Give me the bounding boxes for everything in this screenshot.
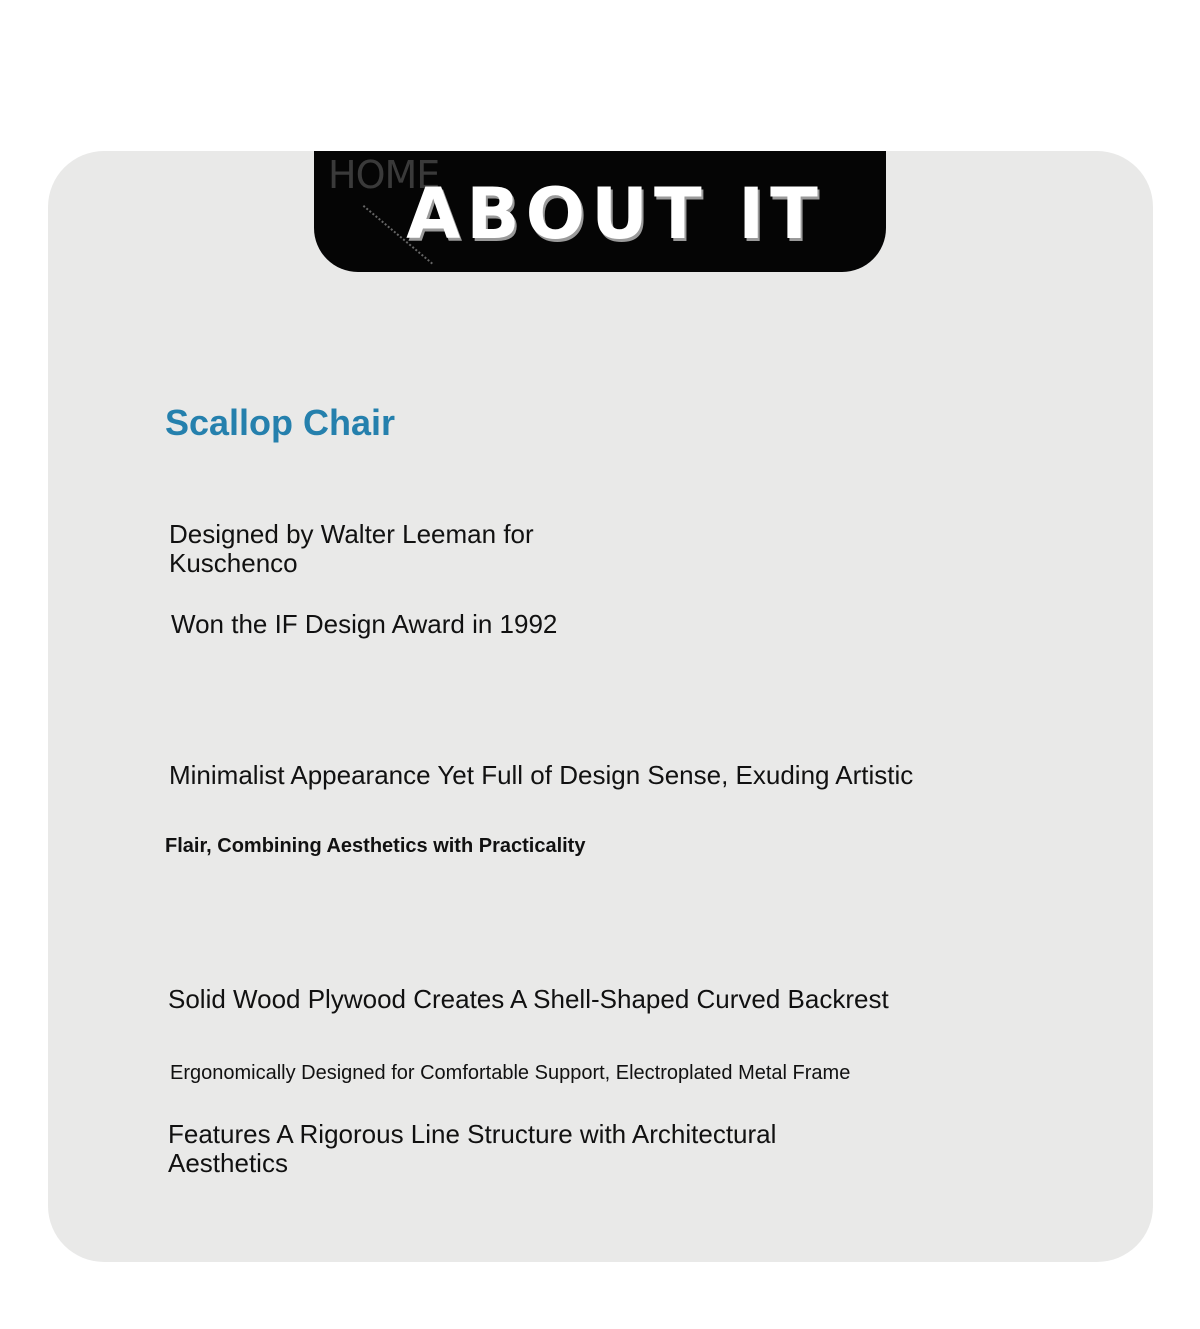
feature-ergonomic-frame: Ergonomically Designed for Comfortable Support, Electroplated Metal Frame xyxy=(170,1062,851,1084)
feature-award: Won the IF Design Award in 1992 xyxy=(171,609,558,639)
feature-designer: Designed by Walter Leeman for Kuschenco xyxy=(169,519,534,578)
product-name: Scallop Chair xyxy=(165,402,396,443)
banner-subtitle: HOME xyxy=(328,153,440,197)
about-card xyxy=(48,151,1153,1262)
feature-plywood-backrest: Solid Wood Plywood Creates A Shell-Shaped Curved Backrest xyxy=(168,984,889,1014)
about-banner xyxy=(314,151,886,272)
feature-minimal-design: Minimalist Appearance Yet Full of Design Sense, Exuding Artistic xyxy=(169,760,914,790)
feature-line-structure: Features A Rigorous Line Structure with Architectural Aesthetics xyxy=(168,1119,777,1178)
banner-title: ABOUT IT xyxy=(406,173,824,255)
feature-flair: Flair, Combining Aesthetics with Practicality xyxy=(165,835,586,857)
